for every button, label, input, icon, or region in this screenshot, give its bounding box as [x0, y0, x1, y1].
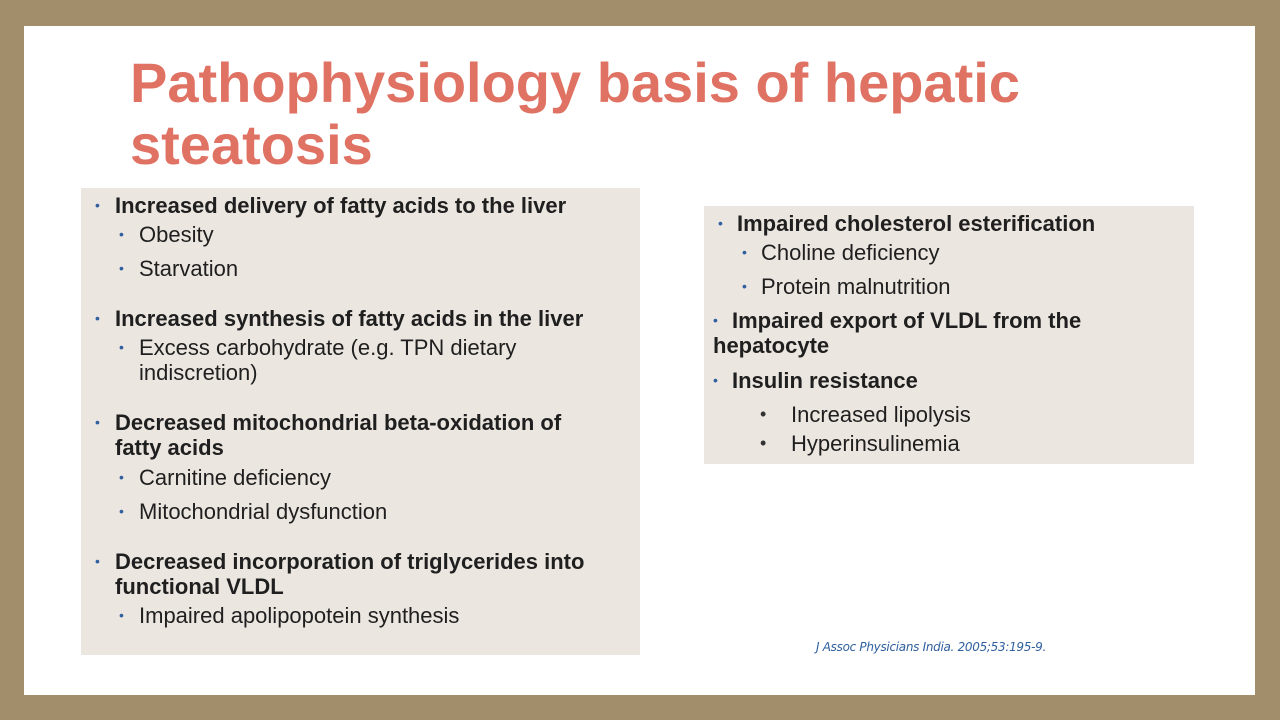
right-group1-heading: Impaired cholesterol esterification	[737, 211, 1096, 236]
left-group4-item1: Impaired apolipopotein synthesis	[139, 603, 460, 628]
left-group3-item2: Mitochondrial dysfunction	[139, 499, 388, 524]
left-content-panel	[81, 188, 640, 655]
bullet-icon: •	[95, 197, 100, 213]
bullet-icon: •	[718, 215, 723, 231]
slide	[24, 26, 1255, 695]
citation-reference: J Assoc Physicians India. 2005;53:195-9.	[816, 640, 1046, 654]
bullet-icon: •	[95, 414, 100, 430]
title-line-1: Pathophysiology basis of hepatic	[130, 51, 1020, 114]
left-group3-heading-line1: Decreased mitochondrial beta-oxidation of	[115, 410, 562, 435]
left-group1-item2: Starvation	[139, 256, 239, 281]
bullet-icon: •	[95, 553, 100, 569]
left-group4-heading-line2: functional VLDL	[115, 574, 284, 599]
right-group2-heading-line1: Impaired export of VLDL from the	[732, 308, 1082, 333]
right-group3-heading: Insulin resistance	[732, 368, 918, 393]
bullet-icon: •	[742, 278, 747, 294]
bullet-icon: •	[742, 244, 747, 260]
right-group1-item2: Protein malnutrition	[761, 274, 951, 299]
left-group3-item1: Carnitine deficiency	[139, 465, 331, 490]
left-group2-item1-line1: Excess carbohydrate (e.g. TPN dietary	[139, 335, 517, 360]
left-group3-heading-line2: fatty acids	[115, 435, 224, 460]
right-group2-heading-line2: hepatocyte	[713, 333, 830, 358]
left-group4-heading-line1: Decreased incorporation of triglycerides into	[115, 549, 585, 574]
left-group1-item1: Obesity	[139, 222, 214, 247]
bullet-icon: •	[713, 372, 718, 388]
bullet-icon: •	[760, 433, 767, 453]
right-group1-item1: Choline deficiency	[761, 240, 940, 265]
bullet-icon: •	[119, 469, 124, 485]
bullet-icon: •	[760, 404, 767, 424]
right-content-panel	[704, 206, 1194, 464]
bullet-icon: •	[713, 312, 718, 328]
bullet-icon: •	[95, 310, 100, 326]
right-group3-item1: Increased lipolysis	[791, 402, 971, 427]
bullet-icon: •	[119, 607, 124, 623]
left-group2-heading: Increased synthesis of fatty acids in the liver	[115, 306, 584, 331]
bullet-icon: •	[119, 226, 124, 242]
bullet-icon: •	[119, 339, 124, 355]
title-line-2: steatosis	[130, 113, 373, 176]
bullet-icon: •	[119, 260, 124, 276]
right-group3-item2: Hyperinsulinemia	[791, 431, 960, 456]
left-group2-item1-line2: indiscretion)	[139, 360, 258, 385]
left-group1-heading: Increased delivery of fatty acids to the liver	[115, 193, 567, 218]
slide-title	[130, 52, 1130, 176]
bullet-icon: •	[119, 503, 124, 519]
